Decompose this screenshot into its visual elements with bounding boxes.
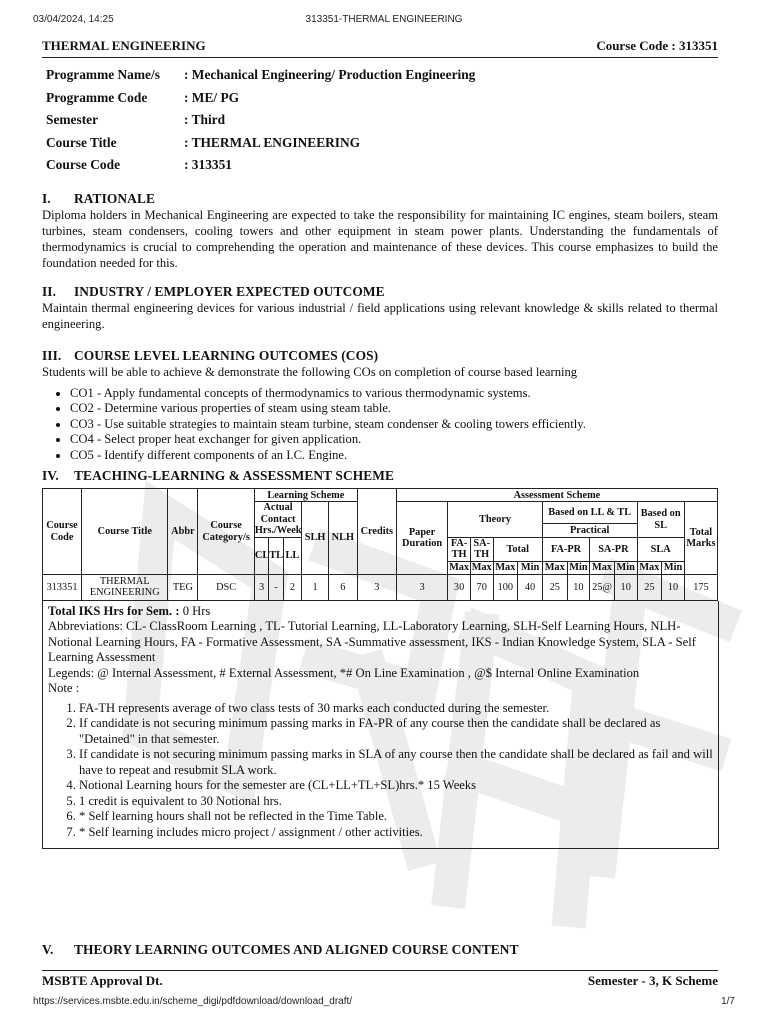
cell-title: THERMAL ENGINEERING <box>82 574 168 600</box>
th-max: Max <box>449 562 470 574</box>
th-sa-th: SA-TH <box>470 537 493 561</box>
cell-sa-th-max: 70 <box>470 574 493 600</box>
info-value: : THERMAL ENGINEERING <box>184 134 361 150</box>
th-paper-duration: Paper Duration <box>396 502 447 575</box>
legends-text: Legends: @ Internal Assessment, # External Assessment, *# On Line Examination , @$ Internal Online Examination <box>48 665 640 680</box>
cell-code: 313351 <box>43 574 82 600</box>
table-row <box>43 574 718 600</box>
list-item: • CO2 - Determine various properties of steam using steam table. <box>70 401 718 417</box>
th-tl: TL <box>269 537 283 574</box>
th-actual-contact: Actual Contact Hrs./Week <box>254 502 302 537</box>
semester-scheme: Semester - 3, K Scheme <box>587 973 718 988</box>
info-value: : 313351 <box>184 157 232 173</box>
list-item: 1. FA-TH represents average of two class tests of 30 marks each conducted during the semester. <box>79 701 714 717</box>
th-sla: SLA <box>637 537 684 561</box>
cos-intro: Students will be able to achieve & demonstrate the following COs on completion of course based learning <box>42 364 578 379</box>
list-item: 2. If candidate is not securing minimum passing marks in FA-PR of any course then the candidate shall be declared as "Detained" in that semester. <box>79 716 714 747</box>
rationale-text: Diploma holders in Mechanical Engineering are expected to take the responsibility for maintaining IC engines, steam boilers, steam turbines, steam condensers, cooling towers and other equipment in steam power plants. Understanding the fundamentals of thermodynamics is crucial to comprehending the operation and maintenance of these devices. This course emphasizes to build the foundation needed for this. <box>42 207 718 270</box>
th-cl: CL <box>254 537 268 574</box>
cell-fa-pr-min: 10 <box>567 574 590 600</box>
th-based-sl: Based on SL <box>637 502 684 538</box>
scheme-notes <box>42 601 719 850</box>
scheme-table <box>42 488 718 601</box>
cos-section <box>42 348 718 464</box>
scheme-section <box>42 468 718 849</box>
th-min: Min <box>614 561 637 574</box>
th-sa-pr: SA-PR <box>590 537 637 561</box>
cell-fa-th-max: 30 <box>448 574 471 600</box>
info-row <box>46 132 718 155</box>
th-fa-pr: FA-PR <box>542 537 589 561</box>
info-label: Programme Code <box>46 89 148 105</box>
th-max: Max <box>590 561 615 574</box>
th-total-marks: Total Marks <box>684 502 717 575</box>
rationale-section <box>42 191 718 271</box>
print-url: https://services.msbte.edu.in/scheme_digi/pdfdownload/download_draft/ <box>33 996 353 1007</box>
cell-ll: 2 <box>283 574 302 600</box>
list-item: 3. If candidate is not securing minimum passing marks in SLA of any course then the candidate shall be declared as fail and will have to repeat and resubmit SLA work. <box>79 747 714 778</box>
list-item: • CO1 - Apply fundamental concepts of thermodynamics to various thermodynamic systems. <box>70 386 718 402</box>
course-code-header: Course Code : 313351 <box>596 38 718 53</box>
th-abbr: Abbr <box>168 489 198 575</box>
section-heading: IV. TEACHING-LEARNING & ASSESSMENT SCHEME <box>42 468 395 484</box>
print-page-number: 1/7 <box>721 996 735 1007</box>
list-item: • CO4 - Select proper heat exchanger for given application. <box>70 432 718 448</box>
course-title-bar <box>42 38 718 56</box>
cell-abbr: TEG <box>168 574 198 600</box>
section-heading: V. THEORY LEARNING OUTCOMES AND ALIGNED COURSE CONTENT <box>42 942 519 957</box>
section-heading: III. COURSE LEVEL LEARNING OUTCOMES (COS) <box>42 347 379 363</box>
abbreviations-text: Abbreviations: CL- ClassRoom Learning , TL- Tutorial Learning, LL-Laboratory Learning, SLH-Self Learning Hours, NLH-Notional Learning Hours, FA - Formative Assessment, SA -Summative assessment, IKS - Indian Knowledge System, SLA - Self Learning Assessment <box>48 619 696 665</box>
list-item: 7. * Self learning includes micro project / assignment / other activities. <box>79 825 714 841</box>
th-ll: LL <box>283 537 302 574</box>
cell-total-min: 40 <box>518 574 543 600</box>
co-list <box>42 386 718 464</box>
outcome-text: Maintain thermal engineering devices for various industrial / field applications using relevant knowledge & skills related to thermal engineering. <box>42 300 718 331</box>
cell-total-max: 100 <box>493 574 518 600</box>
document-page <box>42 38 718 988</box>
info-row <box>46 109 718 132</box>
cell-slh: 1 <box>302 574 329 600</box>
cell-sla-max: 25 <box>637 574 662 600</box>
cell-nlh: 6 <box>328 574 357 600</box>
list-item: • CO5 - Identify different components of an I.C. Engine. <box>70 448 718 464</box>
cell-sa-pr-min: 10 <box>614 574 637 600</box>
info-value: : Mechanical Engineering/ Production Engineering <box>184 67 476 83</box>
th-credits: Credits <box>357 489 396 575</box>
info-row <box>46 154 718 177</box>
list-item: 5. 1 credit is equivalent to 30 Notional hrs. <box>79 794 714 810</box>
th-learning-scheme: Learning Scheme <box>254 489 357 502</box>
th-min: Min <box>567 561 590 574</box>
th-practical: Practical <box>542 524 637 538</box>
cell-sla-min: 10 <box>662 574 685 600</box>
th-fa-th: FA-TH <box>448 537 471 561</box>
list-item: • CO3 - Use suitable strategies to maintain steam turbine, steam condenser & cooling towers efficiently. <box>70 417 718 433</box>
cell-category: DSC <box>198 574 255 600</box>
cell-sa-pr-max: 25@ <box>590 574 615 600</box>
info-row <box>46 87 718 110</box>
th-min: Min <box>518 561 543 574</box>
info-label: Course Title <box>46 134 117 150</box>
note-label: Note : <box>48 681 80 696</box>
section-heading: II. INDUSTRY / EMPLOYER EXPECTED OUTCOME <box>42 283 385 299</box>
th-total: Total <box>493 537 542 561</box>
cell-credits: 3 <box>357 574 396 600</box>
info-value: : Third <box>184 112 226 128</box>
approval-date: MSBTE Approval Dt. <box>42 973 163 988</box>
list-item: 4. Notional Learning hours for the semester are (CL+LL+TL+SL)hrs.* 15 Weeks <box>79 778 714 794</box>
cell-tl: - <box>269 574 283 600</box>
th-max: Max <box>542 561 567 574</box>
th-course-code: Course Code <box>43 489 82 575</box>
cell-cl: 3 <box>254 574 268 600</box>
section-heading: I. RATIONALE <box>42 190 156 206</box>
print-footer <box>33 996 735 1010</box>
info-value: : ME/ PG <box>184 89 240 105</box>
list-item: 6. * Self learning hours shall not be reflected in the Time Table. <box>79 809 714 825</box>
th-slh: SLH <box>302 502 329 575</box>
info-label: Course Code <box>46 157 121 173</box>
industry-outcome-section <box>42 284 718 332</box>
th-max: Max <box>471 562 492 574</box>
info-row <box>46 64 718 87</box>
th-based-ll-tl: Based on LL & TL <box>542 502 637 524</box>
th-min: Min <box>662 561 685 574</box>
print-header <box>33 14 735 28</box>
cell-fa-pr-max: 25 <box>542 574 567 600</box>
th-course-title: Course Title <box>82 489 168 575</box>
iks-line: Total IKS Hrs for Sem. : 0 Hrs <box>48 603 211 618</box>
cell-paper-duration: 3 <box>396 574 447 600</box>
page-footer <box>42 970 718 988</box>
print-datetime: 03/04/2024, 14:25 <box>33 14 114 25</box>
th-nlh: NLH <box>328 502 357 575</box>
notes-list <box>48 701 714 841</box>
info-label: Semester <box>46 112 99 128</box>
th-max: Max <box>493 561 518 574</box>
th-category: Course Category/s <box>198 489 255 575</box>
th-max: Max <box>637 561 662 574</box>
info-label: Programme Name/s <box>46 67 160 83</box>
th-theory: Theory <box>448 502 543 538</box>
th-assessment-scheme: Assessment Scheme <box>396 489 717 502</box>
course-info <box>46 64 718 177</box>
print-doc-title: 313351-THERMAL ENGINEERING <box>305 14 463 25</box>
header-rule <box>42 57 718 58</box>
cell-total-marks: 175 <box>684 574 717 600</box>
course-title-header: THERMAL ENGINEERING <box>42 38 206 53</box>
